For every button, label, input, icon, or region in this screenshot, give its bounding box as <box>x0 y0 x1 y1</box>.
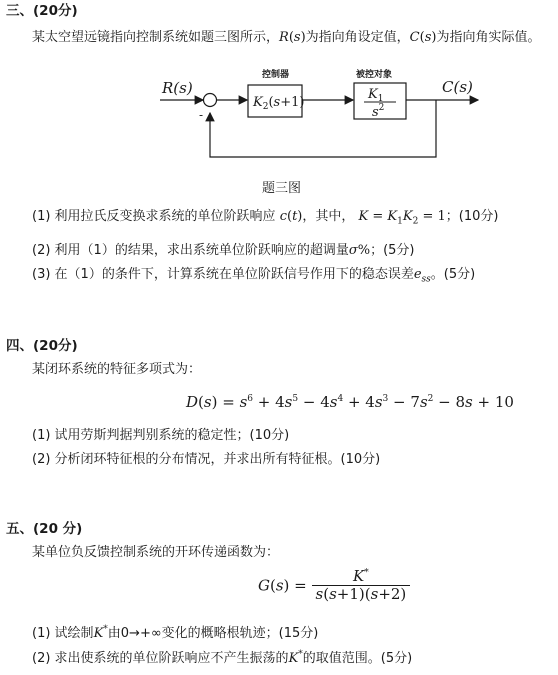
q3-item2-pre: (2) 利用（1）的结果，求出系统单位阶跃响应的超调量 <box>32 243 349 258</box>
q3-intro-R: R <box>279 30 289 45</box>
block-diagram <box>0 60 558 170</box>
open-loop-tf: G(s) = $\frac{K^*}{s(s+1)(s+2)}$ <box>258 568 410 603</box>
q3-intro-mid: 为指向角设定值， <box>305 30 410 45</box>
controller-tf: $K_2(s+1)$ <box>253 95 305 112</box>
q3-item3-pre: (3) 在（1）的条件下，计算系统在单位阶跃信号作用下的稳态误差 <box>32 267 414 282</box>
q4-header: 四、(20分) <box>6 338 78 354</box>
kstar-symbol-2: K* <box>288 649 303 666</box>
ct-symbol: c(t) <box>279 209 303 224</box>
q3-item1-pre: (1) 利用拉氏反变换求系统的单位阶跃响应 <box>32 209 276 224</box>
q3-intro-pre: 某太空望远镜指向控制系统如题三图所示， <box>32 30 280 45</box>
q5-item1-mid: 由0→+∞变化的概略根轨迹； <box>107 626 279 641</box>
q3-item1-post: ；(10分) <box>445 209 499 224</box>
q3-item3-post: 。(5分) <box>430 267 476 282</box>
figure-caption: 题三图 <box>262 181 302 196</box>
q3-intro-C: C <box>409 30 420 45</box>
q4-item2: (2) 分析闭环特征根的分布情况，并求出所有特征根。(10分) <box>32 452 381 467</box>
input-label: R(s) <box>162 79 193 97</box>
controller-label: 控制器 <box>262 70 290 80</box>
overshoot-symbol: σ% <box>348 243 371 258</box>
q3-intro-post: 为指向角实际值。 <box>436 30 541 45</box>
output-label: C(s) <box>442 78 473 96</box>
ess-symbol: $e_{ss}$ <box>413 267 431 285</box>
q5-item2-pre: (2) 求出使系统的单位阶跃响应不产生振荡的 <box>32 651 289 666</box>
q3-item3 <box>32 267 475 283</box>
q5-item1 <box>32 626 318 642</box>
q3-intro <box>32 30 540 46</box>
q3-item1-mid: ，其中， <box>302 209 355 224</box>
q3-item1 <box>32 209 498 225</box>
summing-junction <box>204 94 217 107</box>
plant-num: $K_1$ <box>368 87 384 104</box>
characteristic-polynomial: $D(s) = s^6 + 4s^5 - 4s^4 + 4s^3 - 7s^2 - 8s + 10$ <box>186 393 514 411</box>
q5-header: 五、(20 分) <box>6 521 83 537</box>
q4-intro: 某闭环系统的特征多项式为： <box>32 362 202 377</box>
q5-item2-post: 的取值范围。(5分) <box>302 651 413 666</box>
q5-item1-post: (15分) <box>278 626 319 641</box>
q5-item2 <box>32 651 412 667</box>
q4-item1: (1) 试用劳斯判据判别系统的稳定性；(10分) <box>32 428 290 443</box>
gain-relation: $K = K_1K_2 = 1$ <box>358 209 446 227</box>
plant-label: 被控对象 <box>356 70 393 80</box>
open-loop-tf-frac: $\frac{K^*}{s(s+1)(s+2)}$ <box>312 568 411 603</box>
plant-den: $s^2$ <box>372 103 385 120</box>
q3-header: 三、(20分) <box>6 3 78 19</box>
q5-item1-pre: (1) 试绘制 <box>32 626 94 641</box>
q3-item2-post: ；(5分) <box>370 243 415 258</box>
q3-item2 <box>32 243 414 259</box>
kstar-symbol: K* <box>93 624 108 641</box>
q3-intro-C-arg: (s) <box>419 30 437 45</box>
q3-intro-R-arg: (s) <box>288 30 306 45</box>
minus-sign: - <box>199 108 204 122</box>
q5-intro: 某单位负反馈控制系统的开环传递函数为： <box>32 545 280 560</box>
